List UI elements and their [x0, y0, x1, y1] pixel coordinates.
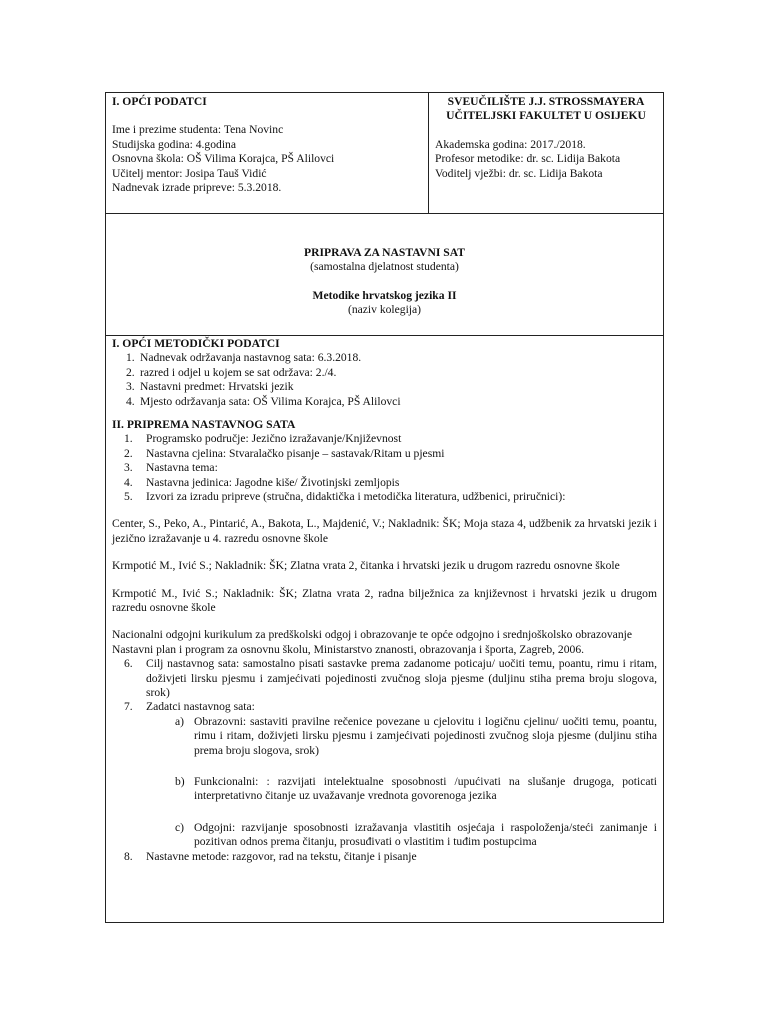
item-number: 2.	[124, 446, 133, 460]
university-info-cell	[429, 93, 664, 214]
source-reference: Krmpotić M., Ivić S.; Nakladnik: ŠK; Zlatna vrata 2, čitanka i hrvatski jezik u drugom razredu osnovne škole	[112, 559, 620, 573]
item-text: Nadnevak održavanja nastavnog sata: 6.3.2018.	[140, 351, 362, 365]
lesson-plan-table	[105, 92, 664, 923]
course-note: (naziv kolegija)	[347, 303, 422, 317]
teaching-methods-item	[112, 850, 657, 864]
item-text: Programsko područje: Jezično izražavanje/Književnost	[146, 432, 402, 446]
student-info-cell	[106, 93, 429, 214]
item-text: Nastavna cjelina: Stvaralačko pisanje – sastavak/Ritam u pjesmi	[146, 446, 445, 460]
item-number: 3.	[124, 461, 133, 475]
section2-item	[112, 490, 657, 504]
item-number: 5.	[124, 489, 133, 503]
item-number: 4.	[124, 475, 133, 489]
task-item	[112, 821, 657, 850]
section1-item	[112, 366, 657, 380]
source-reference: Krmpotić M., Ivić S.; Nakladnik: ŠK; Zlatna vrata 2, radna bilježnica za književnost i hrvatski jezik u drugom razredu osnovne škole	[112, 586, 657, 614]
academic-year: Akademska godina: 2017./2018.	[435, 137, 586, 151]
item-text: Izvori za izradu pripreve (stručna, didaktička i metodička literatura, udžbenici, priručnici):	[146, 489, 566, 503]
item-text: Nastavna jedinica: Jagodne kiše/ Životinjski zemljopis	[146, 475, 400, 489]
study-year: Studijska godina: 4.godina	[112, 137, 236, 151]
item-text: Nastavni predmet: Hrvatski jezik	[140, 380, 294, 394]
item-number: 8.	[124, 849, 133, 863]
methodology-professor: Profesor metodike: dr. sc. Lidija Bakota	[435, 152, 621, 166]
item-number: 6.	[124, 657, 133, 671]
student-name: Ime i prezime studenta: Tena Novinc	[112, 123, 284, 137]
task-letter: a)	[175, 714, 185, 728]
task-item	[112, 775, 657, 804]
item-number: 2.	[126, 365, 135, 379]
item-text: Zadatci nastavnog sata:	[146, 700, 255, 714]
task-item	[112, 715, 657, 758]
document-title: PRIPRAVA ZA NASTAVNI SAT	[304, 246, 465, 259]
item-text: Nastavna tema:	[146, 461, 218, 475]
item-text: Cilj nastavnog sata: samostalno pisati sastavke prema zadanome poticaju/ uočiti temu, poantu, rimu i ritam, doživjeti lirsku pjesmu i zamjećivati pojedinosti zvučnog sloja pjesme (duljinu stiha prema broju slogova, srok)	[146, 657, 657, 699]
section2-item	[112, 432, 657, 446]
exercise-leader: Voditelj vježbi: dr. sc. Lidija Bakota	[435, 166, 603, 180]
lesson-tasks-item	[112, 700, 657, 714]
item-number: 1.	[126, 351, 135, 365]
faculty-name: UČITELJSKI FAKULTET U OSIJEKU	[446, 109, 646, 123]
mentor: Učitelj mentor: Josipa Tauš Vidić	[112, 166, 267, 180]
section1-item	[112, 351, 657, 365]
section2-item	[112, 447, 657, 461]
task-text: Funkcionalni: : razvijati intelektualne sposobnosti /upućivati na slušanje drugoga, poticati interpretativno čitanje uz uvažavanje vrednota govorenoga jezika	[194, 775, 657, 803]
section1-heading: I. OPĆI METODIČKI PODATCI	[112, 337, 280, 350]
preparation-date: Nadnevak izrade pripreve: 5.3.2018.	[112, 181, 282, 195]
curriculum-reference: Nastavni plan i program za osnovnu školu, Ministarstvo znanosti, obrazovanja i športa, Zagreb, 2006.	[112, 642, 585, 656]
item-text: Nastavne metode: razgovor, rad na tekstu, čitanje i pisanje	[146, 849, 417, 863]
item-text: Mjesto održavanja sata: OŠ Vilima Korajca, PŠ Alilovci	[140, 394, 401, 408]
title-cell	[106, 214, 664, 336]
source-reference: Center, S., Peko, A., Pintarić, A., Bakota, L., Majdenić, V.; Nakladnik: ŠK; Moja staza 4, udžbenik za hrvatski jezik i jezično izražavanje u 4. razredu osnovne škole	[112, 517, 657, 545]
course-name: Metodike hrvatskog jezika II	[312, 288, 457, 302]
section2-heading: II. PRIPREMA NASTAVNOG SATA	[112, 417, 296, 431]
task-letter: c)	[175, 820, 185, 834]
section2-item	[112, 461, 657, 475]
item-number: 3.	[126, 380, 135, 394]
section1-item	[112, 380, 657, 394]
lesson-goal-item	[112, 657, 657, 700]
document-subtitle: (samostalna djelatnost studenta)	[310, 260, 459, 274]
item-number: 7.	[124, 700, 133, 714]
content-cell	[106, 336, 664, 923]
curriculum-reference: Nacionalni odgojni kurikulum za predškolski odgoj i obrazovanje te opće odgojno i srednjoškolsko obrazovanje	[112, 628, 632, 642]
section1-item	[112, 395, 657, 409]
item-number: 4.	[126, 394, 135, 408]
item-text: razred i odjel u kojem se sat održava: 2./4.	[140, 365, 337, 379]
item-number: 1.	[124, 432, 133, 446]
university-name: SVEUČILIŠTE J.J. STROSSMAYERA	[447, 95, 645, 108]
general-data-heading: I. OPĆI PODATCI	[112, 95, 207, 108]
task-text: Odgojni: razvijanje sposobnosti izražavanja vlastitih osjećaja i raspoloženja/steći zanimanje i pozitivan odnos prema čitanju, prosuđivati o vlastitim i tuđim postupcima	[194, 820, 657, 849]
task-text: Obrazovni: sastaviti pravilne rečenice povezane u cjelovitu i logičnu cjelinu/ uočiti temu, poantu, rimu i ritam, doživjeti lirsku pjesmu i zamjećivati pojedinosti zvučnog sloja pjesme (duljinu stiha prema broju slogova, srok)	[194, 714, 657, 757]
section2-item	[112, 476, 657, 490]
school: Osnovna škola: OŠ Vilima Korajca, PŠ Alilovci	[112, 152, 335, 166]
task-letter: b)	[175, 775, 185, 789]
